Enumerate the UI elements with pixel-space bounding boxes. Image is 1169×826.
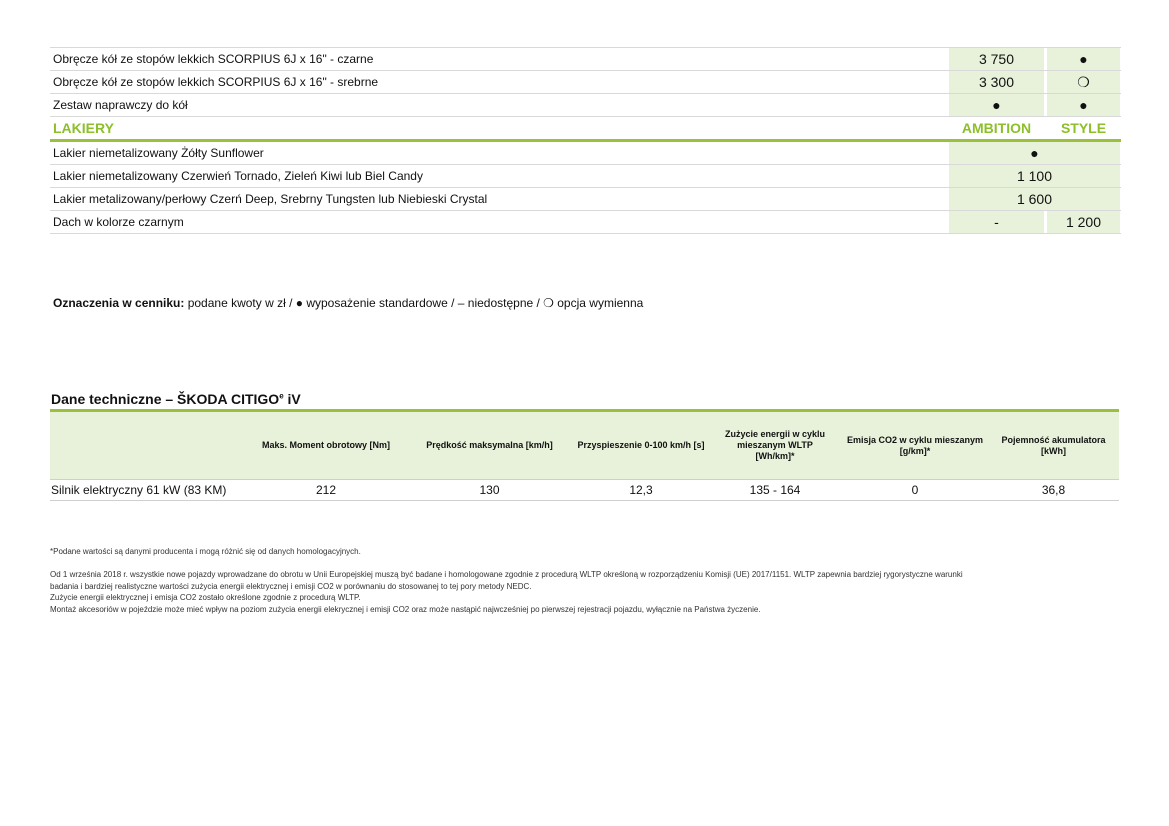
section-header-paints bbox=[50, 117, 1121, 142]
engine-label: Silnik elektryczny 61 kW (83 KM) bbox=[51, 483, 227, 497]
torque-value: 212 bbox=[315, 483, 337, 497]
ambition-column-header: AMBITION bbox=[961, 120, 1032, 136]
style-price: 1 200 bbox=[1047, 211, 1120, 233]
ambition-price: ● bbox=[949, 94, 1044, 116]
co2-emission-value: 0 bbox=[911, 483, 919, 497]
column-header-acceleration: Przyspieszenie 0-100 km/h [s] bbox=[577, 440, 705, 450]
style-price: ● bbox=[1047, 94, 1120, 116]
shared-price: 1 600 bbox=[949, 188, 1120, 210]
legend-title: Oznaczenia w cenniku: bbox=[53, 296, 185, 310]
tech-title-suffix: iV bbox=[283, 391, 301, 407]
table-row bbox=[50, 165, 1121, 188]
footnote-wltp-line: Zużycie energii elektrycznej i emisja CO2 zostało określone zgodnie z procedurą WLTP. bbox=[50, 593, 361, 602]
row-label: Lakier niemetalizowany Czerwień Tornado, Zieleń Kiwi lub Biel Candy bbox=[53, 169, 423, 183]
ambition-price: - bbox=[949, 211, 1044, 233]
column-header-energy-consumption: Zużycie energii w cyklu mieszanym WLTP [Wh/km]* bbox=[724, 429, 826, 461]
row-label: Obręcze kół ze stopów lekkich SCORPIUS 6J x 16" - czarne bbox=[53, 52, 374, 66]
tech-title-sup: e bbox=[279, 391, 284, 401]
table-row bbox=[50, 188, 1121, 211]
tech-section-title bbox=[51, 391, 301, 407]
table-row bbox=[50, 211, 1121, 234]
top-speed-value: 130 bbox=[479, 483, 500, 497]
legend-text: podane kwoty w zł / ● wyposażenie standardowe / – niedostępne / ❍ opcja wymienna bbox=[184, 296, 644, 310]
ambition-price: 3 750 bbox=[949, 48, 1044, 70]
row-label: Dach w kolorze czarnym bbox=[53, 215, 184, 229]
tech-table-header bbox=[50, 412, 1119, 480]
footnote-wltp-line: Od 1 września 2018 r. wszystkie nowe pojazdy wprowadzane do obrotu w Unii Europejskiej muszą być badane i homologowane zgodnie z procedurą WLTP określoną w rozporządzeniu Komisji (UE) 2017/1151. WLTP zapewnia bardziej rygorystyczne warunki bbox=[50, 570, 963, 579]
section-title: LAKIERY bbox=[53, 120, 114, 136]
style-price: ❍ bbox=[1047, 71, 1120, 93]
row-label: Zestaw naprawczy do kół bbox=[53, 98, 188, 112]
column-header-top-speed: Prędkość maksymalna [km/h] bbox=[426, 440, 553, 450]
footnote-producer-data: *Podane wartości są danymi producenta i mogą różnić się od danych homologacyjnych. bbox=[50, 547, 361, 556]
battery-capacity-value: 36,8 bbox=[1041, 483, 1066, 497]
table-row bbox=[50, 142, 1121, 165]
price-legend bbox=[53, 296, 643, 310]
row-label: Lakier metalizowany/perłowy Czerń Deep, Srebrny Tungsten lub Niebieski Crystal bbox=[53, 192, 488, 206]
acceleration-value: 12,3 bbox=[629, 483, 653, 497]
table-row bbox=[50, 480, 1119, 501]
shared-price: ● bbox=[949, 142, 1120, 164]
energy-consumption-value: 135 - 164 bbox=[749, 483, 801, 497]
tech-title-text: Dane techniczne – ŠKODA CITIGO bbox=[51, 391, 280, 407]
ambition-price: 3 300 bbox=[949, 71, 1044, 93]
footnote-accessories: Montaż akcesoriów w pojeździe może mieć wpływ na poziom zużycia energii elekrycznej i emisji CO2 oraz może nastąpić najwcześniej po pierwszej rejestracji pojazdu, wyłącznie na Państwa życzenie. bbox=[50, 605, 761, 614]
column-header-torque: Maks. Moment obrotowy [Nm] bbox=[261, 440, 390, 450]
table-row bbox=[50, 48, 1121, 71]
table-row bbox=[50, 71, 1121, 94]
column-header-co2-emission: Emisja CO2 w cyklu mieszanym [g/km]* bbox=[846, 434, 984, 456]
footnote-wltp-line: badania i bardziej realistyczne wartości zużycia energii elektrycznej i emisji CO2 w porównaniu do stosowanej to tej pory metody NEDC. bbox=[50, 582, 532, 591]
style-price: ● bbox=[1047, 48, 1120, 70]
price-table bbox=[50, 47, 1121, 234]
table-row bbox=[50, 94, 1121, 117]
row-label: Obręcze kół ze stopów lekkich SCORPIUS 6J x 16" - srebrne bbox=[53, 75, 379, 89]
column-header-battery-capacity: Pojemność akumulatora [kWh] bbox=[1001, 434, 1106, 456]
shared-price: 1 100 bbox=[949, 165, 1120, 187]
style-column-header: STYLE bbox=[1060, 120, 1107, 136]
row-label: Lakier niemetalizowany Żółty Sunflower bbox=[53, 146, 264, 160]
